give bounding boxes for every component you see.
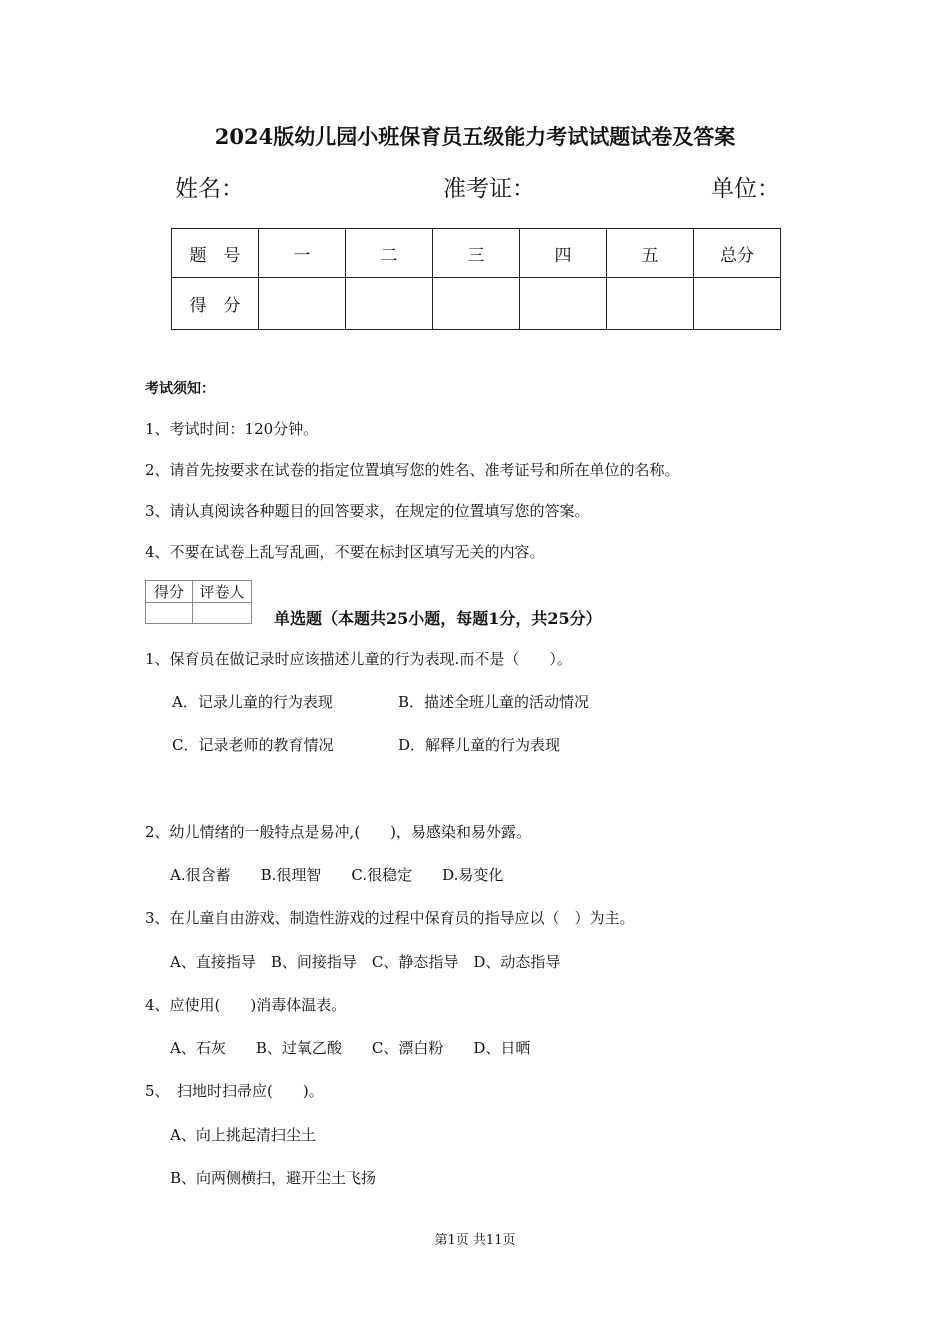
question-1-option-b[interactable]: B．描述全班儿童的活动情况	[398, 693, 590, 711]
score-table	[171, 228, 781, 330]
question-3-stem: 3、在儿童自由游戏、制造性游戏的过程中保育员的指导应以（ ）为主。	[145, 909, 635, 927]
notice-item: 1、考试时间：120分钟。	[145, 420, 319, 438]
grader-score-cell[interactable]	[146, 603, 193, 624]
score-table-header-cell: 二	[346, 229, 433, 278]
page-footer: 第1页 共11页	[434, 1233, 516, 1248]
grader-name-cell[interactable]	[193, 603, 252, 624]
question-4-stem: 4、应使用( )消毒体温表。	[145, 996, 347, 1014]
score-cell[interactable]	[346, 278, 433, 330]
question-2-options[interactable]: A.很含蓄 B.很理智 C.很稳定 D.易变化	[170, 866, 504, 884]
score-table-row-label: 得 分	[172, 278, 259, 330]
score-table-header-cell: 五	[607, 229, 694, 278]
score-table-score-row	[172, 278, 781, 330]
score-cell[interactable]	[520, 278, 607, 330]
score-table-header-cell: 总分	[694, 229, 781, 278]
document-title: 2024版幼儿园小班保育员五级能力考试试题试卷及答案	[214, 124, 736, 149]
question-5-stem: 5、 扫地时扫帚应( )。	[145, 1082, 324, 1100]
score-cell[interactable]	[433, 278, 520, 330]
grader-box	[145, 580, 252, 624]
grader-score-label: 得分	[146, 581, 193, 603]
score-cell[interactable]	[259, 278, 346, 330]
score-table-header-cell: 题 号	[172, 229, 259, 278]
section-title: 单选题（本题共25小题，每题1分，共25分）	[274, 609, 602, 628]
score-table-header-row	[172, 229, 781, 278]
unit-field-label: 单位：	[711, 176, 780, 202]
question-1-option-c[interactable]: C．记录老师的教育情况	[172, 736, 334, 754]
question-4-options[interactable]: A、石灰 B、过氧乙酸 C、漂白粉 D、日晒	[170, 1039, 531, 1057]
notice-item: 3、请认真阅读各种题目的回答要求，在规定的位置填写您的答案。	[145, 502, 590, 520]
question-5-option-b[interactable]: B、向两侧横扫，避开尘土飞扬	[170, 1169, 377, 1187]
score-cell[interactable]	[607, 278, 694, 330]
name-field-label: 姓名：	[175, 176, 244, 202]
question-1-stem: 1、保育员在做记录时应该描述儿童的行为表现.而不是（ ）。	[145, 650, 572, 668]
score-table-header-cell: 一	[259, 229, 346, 278]
score-table-header-cell: 三	[433, 229, 520, 278]
question-1-option-a[interactable]: A．记录儿童的行为表现	[172, 693, 333, 711]
question-1-option-d[interactable]: D．解释儿童的行为表现	[398, 736, 561, 754]
score-table-header-cell: 四	[520, 229, 607, 278]
notice-item: 4、不要在试卷上乱写乱画，不要在标封区填写无关的内容。	[145, 543, 545, 561]
grader-name-label: 评卷人	[193, 581, 252, 603]
question-2-stem: 2、幼儿情绪的一般特点是易冲,( )，易感染和易外露。	[145, 823, 532, 841]
score-cell[interactable]	[694, 278, 781, 330]
notice-item: 2、请首先按要求在试卷的指定位置填写您的姓名、准考证号和所在单位的名称。	[145, 461, 680, 479]
notice-heading: 考试须知：	[145, 381, 215, 397]
exam-number-field-label: 准考证：	[443, 176, 535, 202]
question-3-options[interactable]: A、直接指导 B、间接指导 C、静态指导 D、动态指导	[170, 953, 561, 971]
question-5-option-a[interactable]: A、向上挑起清扫尘土	[170, 1126, 316, 1144]
